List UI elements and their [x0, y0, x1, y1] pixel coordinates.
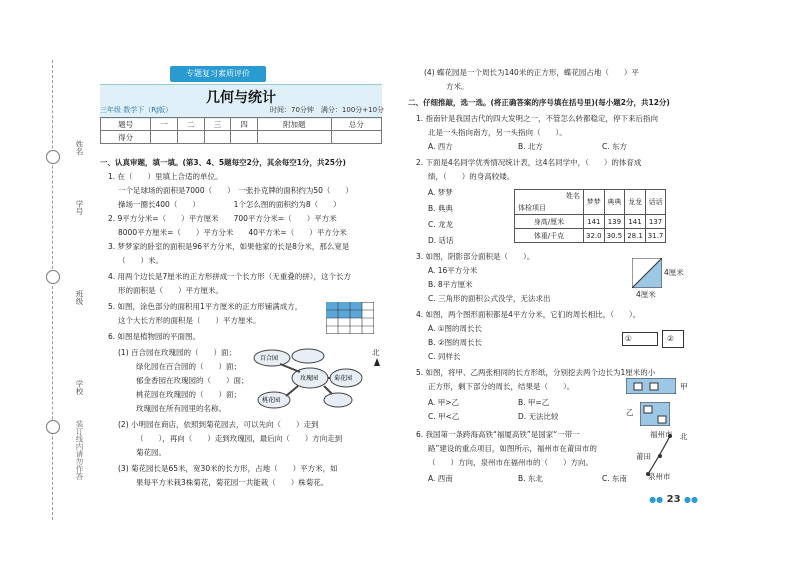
table-header: 话话: [645, 190, 666, 215]
question-1b: 操场一圈长400（ ） 1个怎么图的面积约为8（ ）: [118, 200, 341, 209]
question-5b: 这个大长方形的面积是（ ）平方厘米。: [118, 316, 261, 325]
question-6-4b: 方米。: [446, 82, 469, 91]
option[interactable]: B. 东北: [518, 474, 543, 483]
option[interactable]: B. 典典: [428, 204, 453, 213]
score-header: 三: [204, 118, 231, 131]
choice-1b: 北是一头指向南方，另一头指向（ ）。: [428, 128, 567, 137]
question-1a: 一个足球场的面积是7000（ ） 一张扑克牌的面积约为50（ ）: [118, 186, 353, 195]
shape-1: [622, 332, 658, 346]
score-cell[interactable]: [231, 131, 258, 144]
option[interactable]: C. 东南: [602, 474, 628, 483]
question-6e: 玫瑰园在所有园里的名称。: [136, 404, 226, 413]
class-label: 班级: [75, 290, 84, 305]
option[interactable]: D. 无法比较: [518, 412, 559, 421]
binding-margin: [0, 0, 96, 562]
rect-yi: [640, 402, 670, 426]
question-5: 5. 如图，涂色部分的面积用1平方厘米的正方形铺满成方，: [108, 302, 303, 311]
option[interactable]: C. 东方: [602, 142, 628, 151]
question-4: 4. 用两个边长是7厘米的正方形拼成一个长方形（无重叠的拼），这个长方: [108, 272, 352, 281]
table-cell: 137: [645, 215, 666, 229]
question-6a: (1) 百合园在玫瑰园的（ ）面；: [118, 348, 237, 357]
question-6b: 绿化园在百合园的（ ）面；: [136, 362, 241, 371]
label-jia: 甲: [680, 382, 688, 391]
triangle-figure: [632, 258, 662, 288]
dimension-label: 4厘米: [664, 268, 684, 277]
score-header: 总分: [331, 118, 381, 131]
table-header: 龙龙: [625, 190, 646, 215]
table-cell: 30.5: [604, 229, 625, 243]
score-table: [100, 117, 382, 144]
question-6i: (3) 菊花园长是65米，宽30米的长方形，占地（ ）平方米，如: [118, 464, 338, 473]
park-map: [250, 348, 370, 410]
choice-4: 4. 如图，两个图形面积都是4平方分米，它们的周长相比，（ ）。: [416, 310, 641, 319]
question-6-4: (4) 蝶花园是一个周长为140米的正方形，蝶花园占地（ ）平: [424, 68, 639, 77]
map-city: 福州市: [650, 430, 673, 439]
question-2b: 8000平方厘米=（ ）平方分米 40平方米=（ ）平方分米: [118, 228, 347, 237]
question-6g: （ ），再向（ ）走到玫瑰园，最后向（ ）方向走到: [136, 434, 343, 443]
page-title: 几何与统计: [206, 90, 276, 106]
stats-table: [514, 189, 666, 243]
score-cell[interactable]: [151, 131, 178, 144]
section1-heading: 一、认真审题，填一填。(第3、4、5题每空2分，其余每空1分，共25分): [100, 158, 346, 167]
table-cell: 141: [625, 215, 646, 229]
map-label: 玫瑰园: [300, 375, 319, 382]
table-header: 典典: [604, 190, 625, 215]
shape-1-label: ①: [625, 334, 632, 343]
binding-hole: [46, 420, 60, 434]
question-6d: 桃花园在玫瑰园的（ ）面；: [136, 390, 241, 399]
score-cell[interactable]: [204, 131, 231, 144]
score-cell[interactable]: [257, 131, 331, 144]
time-label: 时间：70分钟 满分：100分+10分: [270, 106, 385, 114]
dimension-label: 4厘米: [636, 290, 656, 299]
score-header: 二: [177, 118, 204, 131]
option[interactable]: C. 龙龙: [428, 220, 454, 229]
choice-1: 1. 指南针是我国古代的四大发明之一，不管怎么转都稳定，停下来后指向: [416, 114, 659, 123]
binding-line: [52, 60, 53, 520]
score-header: 一: [151, 118, 178, 131]
score-header: 题号: [101, 118, 151, 131]
score-cell[interactable]: [331, 131, 381, 144]
grade-label: 三年级 数学下（RJ版）: [100, 106, 173, 114]
option[interactable]: A. ①图的周长长: [428, 324, 482, 333]
row-label: 体重/千克: [515, 229, 584, 243]
map-label: 百合园: [260, 355, 279, 362]
choice-2b: 绩，（ ）的身高较矮。: [428, 172, 515, 181]
option[interactable]: B. 8平方厘米: [428, 280, 473, 289]
binding-hole: [46, 270, 60, 284]
map-city: 莆田: [636, 452, 651, 461]
section2-heading: 二、仔细推敲，选一选。(将正确答案的序号填在括号里)(每小题2分，共12分): [408, 98, 670, 107]
option[interactable]: B. 甲=乙: [518, 398, 550, 407]
table-cell: 139: [604, 215, 625, 229]
choice-6c: （ ）方向，泉州市在福州市的（ ）方向。: [428, 458, 593, 467]
choice-3: 3. 如图，阴影部分面积是（ ）。: [416, 252, 535, 261]
table-cell: 32.0: [584, 229, 605, 243]
north-arrow-icon: [374, 358, 380, 366]
table-cell: 141: [584, 215, 605, 229]
question-3: 3. 梦梦家的卧室的面积是96平方分米，如果他家的长是8分米，那么宽是: [108, 242, 350, 251]
binding-hole: [46, 150, 60, 164]
question-6f: (2) 小明园在商店，依照到菊花园去，可以先向（ ）走到: [118, 420, 319, 429]
option[interactable]: C. 甲<乙: [428, 412, 460, 421]
rect-jia: [626, 378, 676, 394]
option[interactable]: A. 甲>乙: [428, 398, 460, 407]
question-2: 2. 9平方分米=（ ）平方厘米 700平方分米=（ ）平方米: [108, 214, 337, 223]
option[interactable]: A. 西南: [428, 474, 453, 483]
map-garden: [292, 349, 324, 363]
map-label: 菊花园: [334, 375, 353, 382]
dots-icon: ●●: [649, 495, 664, 504]
map-label: 桃花园: [262, 397, 281, 404]
table-header: 梦梦: [584, 190, 605, 215]
label-yi: 乙: [626, 408, 634, 417]
option[interactable]: B. ②图的周长长: [428, 338, 483, 347]
shape-2: [662, 330, 684, 348]
north-label: 北: [680, 432, 688, 441]
table-cell: 28.1: [625, 229, 646, 243]
option[interactable]: A. 梦梦: [428, 188, 453, 197]
option[interactable]: C. 三角形的面积公式没学，无法求出: [428, 294, 551, 303]
score-cell[interactable]: [177, 131, 204, 144]
page-number-text: 23: [666, 494, 681, 505]
map-garden: [324, 393, 352, 407]
school-label: 学校: [75, 380, 84, 395]
option[interactable]: B. 北方: [518, 142, 543, 151]
choice-6: 6. 我国第一条跨海高铁“福厦高铁”是国家“一带一: [416, 430, 580, 439]
question-1: 1. 在（ ）里填上合适的单位。: [108, 172, 223, 181]
name-label: 姓名: [75, 140, 84, 155]
north-label: 北: [372, 348, 380, 357]
option[interactable]: C. 同样长: [428, 352, 461, 361]
choice-5b: 正方形，剩下部分的周长，结果是（ ）。: [428, 382, 575, 391]
map-city: 泉州市: [648, 472, 671, 481]
page-number: [649, 494, 698, 505]
banner: 专题复习素质评价: [170, 66, 266, 82]
question-6: 6. 如图是植物园的平面图。: [108, 332, 201, 341]
score-header: 四: [231, 118, 258, 131]
corner-bottom: 体检项目: [518, 204, 546, 212]
option[interactable]: A. 16平方分米: [428, 266, 478, 275]
table-cell: 31.7: [645, 229, 666, 243]
option[interactable]: A. 西方: [428, 142, 453, 151]
question-6h: 菊花园。: [136, 448, 166, 457]
choice-2: 2. 下面是4名同学优秀情况统计表，这4名同学中，（ ）的体育成: [416, 158, 642, 167]
choice-6b: 路”建设的重点项目，如图所示，福州市在莆田市的: [428, 444, 597, 453]
number-label: 学号: [75, 200, 84, 215]
option[interactable]: D. 话话: [428, 236, 454, 245]
dots-icon: ●●: [684, 495, 698, 504]
margin-footer: 装订线内请勿作答: [75, 420, 84, 480]
row-label: 身高/厘米: [515, 215, 584, 229]
question-6c: 郁金香园在玫瑰园的（ ）面；: [136, 376, 249, 385]
table-corner: [515, 190, 584, 215]
question-6j: 果每平方米栽3株菊花，菊花园一共能栽（ ）株菊花。: [136, 478, 329, 487]
score-header: 附加题: [257, 118, 331, 131]
question-3b: （ ）米。: [118, 256, 163, 265]
corner-top: 姓名: [566, 192, 580, 200]
choice-5: 5. 如图，将甲、乙两张相同的长方形纸，分别挖去两个边长为1厘米的小: [416, 368, 656, 377]
score-label: 得分: [101, 131, 151, 144]
question-4b: 形的面积是（ ）平方厘米。: [118, 286, 223, 295]
grid-figure: [326, 302, 374, 334]
shape-2-label: ②: [667, 334, 674, 343]
